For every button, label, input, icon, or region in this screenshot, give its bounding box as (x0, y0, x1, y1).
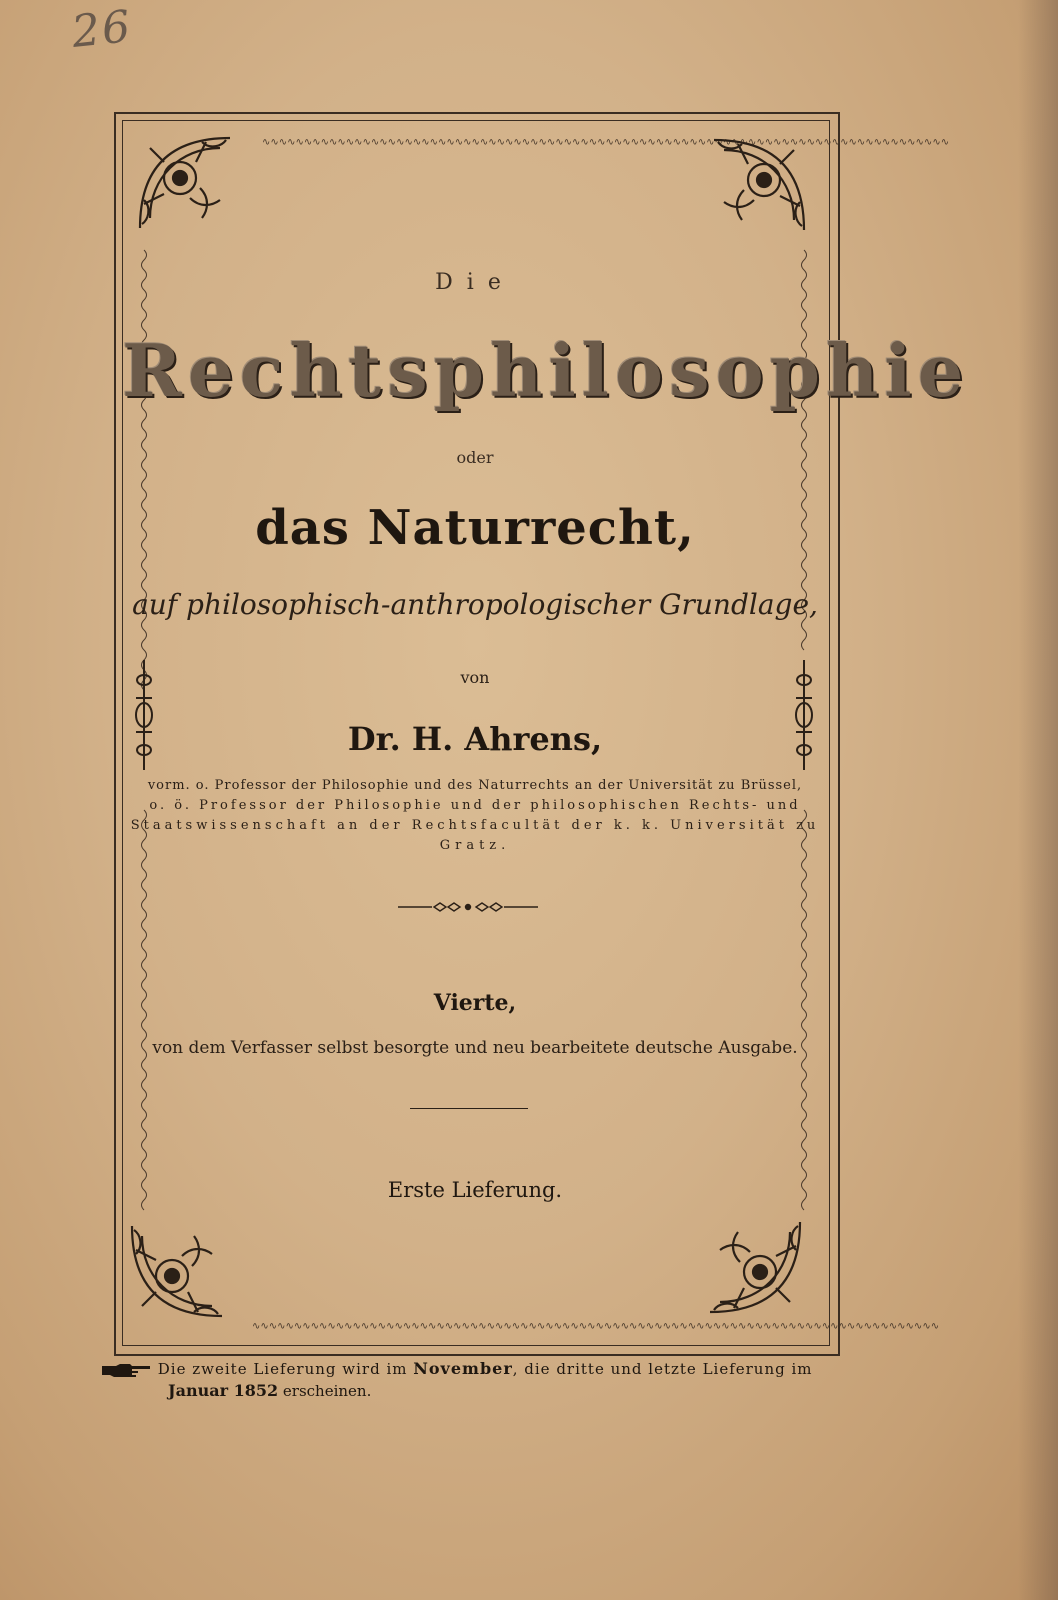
author-description-line: Gratz. (439, 838, 511, 853)
corner-ornament-icon (700, 1212, 810, 1322)
subtitle-basis: auf philosophisch-anthropologischer Grundlage, (132, 588, 818, 621)
corner-ornament-icon (704, 130, 814, 240)
notice-line-2 (100, 1380, 840, 1402)
pointing-hand-icon (100, 1362, 152, 1378)
subtitle: das Naturrecht, (255, 500, 695, 556)
page-edge-shadow (1018, 0, 1058, 1600)
notice-month: November (413, 1359, 513, 1378)
divider-rule (410, 1108, 528, 1109)
edition-ordinal: Vierte, (433, 990, 517, 1016)
notice-text: , die dritte und letzte Lieferung im (512, 1360, 813, 1378)
notice-date: Januar 1852 (168, 1381, 279, 1400)
by-line: von (460, 668, 490, 687)
main-title: Rechtsphilosophie (122, 328, 970, 413)
notice-text: Die zweite Lieferung wird im (157, 1360, 408, 1378)
top-wavy-border: ∿∿∿∿∿∿∿∿∿∿∿∿∿∿∿∿∿∿∿∿∿∿∿∿∿∿∿∿∿∿∿∿∿∿∿∿∿∿∿∿∿∿∿∿∿∿∿∿∿∿∿∿∿∿∿∿∿∿∿∿∿∿∿∿∿∿∿∿∿∿∿∿∿∿∿∿∿∿∿∿∿∿ (262, 137, 950, 148)
publication-notice (100, 1358, 840, 1402)
author-description-line: vorm. o. Professor der Philosophie und des Naturrechts an der Universität zu Brüssel, (147, 778, 803, 793)
divider-ornament-icon (398, 900, 538, 914)
bottom-wavy-border: ∿∿∿∿∿∿∿∿∿∿∿∿∿∿∿∿∿∿∿∿∿∿∿∿∿∿∿∿∿∿∿∿∿∿∿∿∿∿∿∿∿∿∿∿∿∿∿∿∿∿∿∿∿∿∿∿∿∿∿∿∿∿∿∿∿∿∿∿∿∿∿∿∿∿∿∿∿∿∿∿∿∿ (252, 1321, 940, 1332)
title-conjunction: oder (456, 448, 494, 467)
corner-ornament-icon (130, 128, 240, 238)
installment-label: Erste Lieferung. (387, 1178, 563, 1202)
handwritten-number: 26 (69, 1, 135, 58)
corner-ornament-icon (122, 1216, 232, 1326)
author-name: Dr. H. Ahrens, (347, 720, 603, 758)
title-article: Die (435, 270, 515, 295)
edition-description: von dem Verfasser selbst besorgte und neu bearbeitete deutsche Ausgabe. (152, 1038, 798, 1058)
notice-line-1 (100, 1358, 840, 1380)
author-description-line: Staatswissenschaft an der Rechtsfacultät der k. k. Universität zu (130, 818, 820, 833)
notice-text: erscheinen. (282, 1382, 372, 1400)
author-description-line: o. ö. Professor der Philosophie und der philosophischen Rechts- und (149, 798, 801, 813)
